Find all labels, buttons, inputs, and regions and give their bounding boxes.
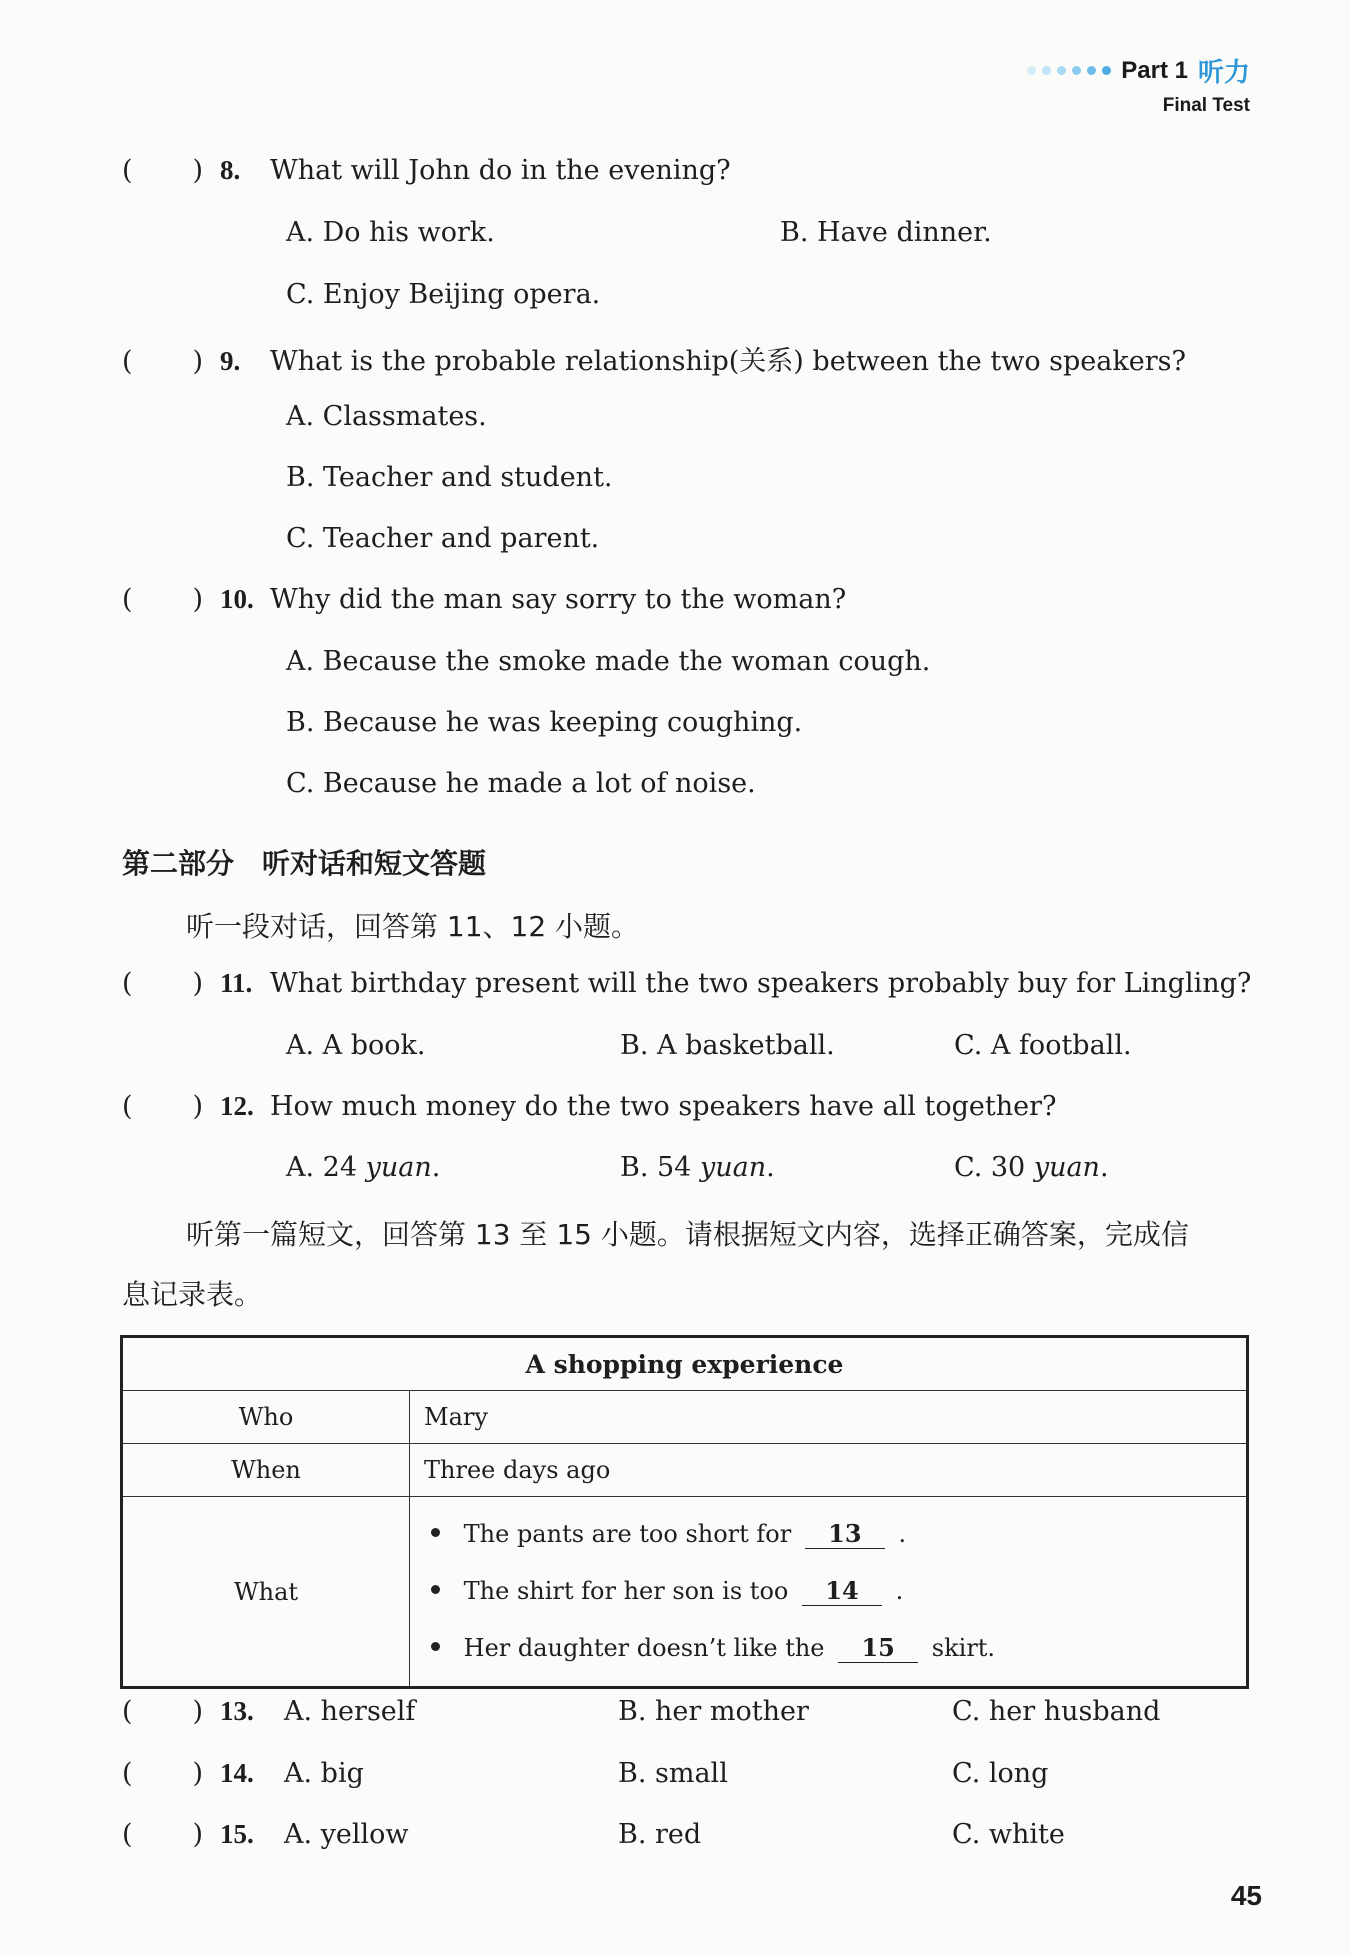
question-8 [122,155,731,186]
answer-blank[interactable]: ( ) [122,584,204,615]
row-value: Three days ago [410,1444,1248,1497]
question-text: Why did the man say sorry to the woman? [270,584,847,615]
option-a: A. Do his work. [286,217,495,248]
option-a: A. A book. [286,1030,426,1061]
question-10 [122,584,846,615]
instruction-dialogue: 听一段对话，回答第 11、12 小题。 [186,910,640,943]
answer-blank[interactable]: ( ) [122,1091,204,1122]
list-item: The shirt for her son is too 14 . [431,1563,1245,1620]
bullet-icon [431,1642,440,1651]
list-item: Her daughter doesn’t like the 15 skirt. [431,1620,1245,1677]
row-label: What [122,1497,410,1688]
fill-blank-14[interactable]: 14 [802,1577,882,1606]
option-b: B. her mother [618,1696,809,1727]
question-15 [122,1819,270,1850]
option-a: A. 24 yuan. [286,1152,441,1183]
option-b: B. Because he was keeping coughing. [286,707,803,738]
list-item: The pants are too short for 13 . [431,1506,1245,1563]
dot-icon [1072,66,1081,75]
question-14 [122,1758,270,1789]
table-row [122,1444,1248,1497]
decorative-dots [1027,66,1111,75]
dot-icon [1057,66,1066,75]
question-number: 12. [220,1091,254,1121]
section-title: 第二部分 听对话和短文答题 [122,847,487,880]
option-c: C. long [952,1758,1049,1789]
row-label: Who [122,1391,410,1444]
dot-icon [1042,66,1051,75]
table-title: A shopping experience [122,1337,1248,1391]
table-row [122,1391,1248,1444]
page-number: 45 [1230,1880,1262,1911]
question-number: 9. [220,346,241,376]
page-header [1027,52,1250,117]
dot-icon [1027,66,1036,75]
option-a: A. Classmates. [286,401,487,432]
dot-icon [1102,66,1111,75]
part-label: Part 1 [1121,56,1188,84]
what-cell [410,1497,1248,1688]
fill-blank-13[interactable]: 13 [805,1520,885,1549]
option-b: B. small [618,1758,728,1789]
question-number: 8. [220,155,241,185]
question-9 [122,339,1186,378]
row-label: When [122,1444,410,1497]
question-number: 10. [220,584,254,614]
option-c: C. her husband [952,1696,1161,1727]
question-text: What birthday present will the two speakers probably buy for Lingling? [270,968,1252,999]
question-number: 15. [220,1819,254,1849]
bullet-icon [431,1528,440,1537]
test-subtitle: Final Test [1162,95,1250,116]
question-text: How much money do the two speakers have all together? [270,1091,1057,1122]
option-c: C. Teacher and parent. [286,523,600,554]
bullet-icon [431,1585,440,1594]
part-chinese-label: 听力 [1197,58,1250,88]
answer-blank[interactable]: ( ) [122,1819,204,1850]
answer-blank[interactable]: ( ) [122,968,204,999]
option-c: C. 30 yuan. [954,1152,1109,1183]
question-number: 14. [220,1758,254,1788]
question-number: 13. [220,1696,254,1726]
answer-blank[interactable]: ( ) [122,1758,204,1789]
instruction-passage-line2: 息记录表。 [122,1278,263,1311]
option-b: B. A basketball. [620,1030,835,1061]
instruction-passage-line1: 听第一篇短文，回答第 13 至 15 小题。请根据短文内容，选择正确答案，完成信 [186,1218,1189,1251]
option-c: C. Because he made a lot of noise. [286,768,756,799]
table-row [122,1497,1248,1688]
question-11 [122,968,1251,999]
dot-icon [1087,66,1096,75]
question-12 [122,1091,1056,1122]
option-a: A. herself [284,1696,416,1727]
question-text: What is the probable relationship(关系) between the two speakers? [270,346,1186,377]
answer-blank[interactable]: ( ) [122,155,204,186]
option-a: A. Because the smoke made the woman cough. [286,646,931,677]
question-13 [122,1696,270,1727]
option-b: B. Have dinner. [780,217,992,248]
option-c: C. A football. [954,1030,1132,1061]
question-number: 11. [220,968,253,998]
row-value: Mary [410,1391,1248,1444]
option-c: C. white [952,1819,1065,1850]
option-a: A. yellow [284,1819,409,1850]
info-record-table [120,1335,1249,1689]
option-b: B. 54 yuan. [620,1152,775,1183]
answer-blank[interactable]: ( ) [122,1696,204,1727]
fill-blank-15[interactable]: 15 [838,1634,918,1663]
option-c: C. Enjoy Beijing opera. [286,279,601,310]
option-b: B. Teacher and student. [286,462,613,493]
option-b: B. red [618,1819,702,1850]
answer-blank[interactable]: ( ) [122,346,204,377]
question-text: What will John do in the evening? [270,155,731,186]
option-a: A. big [284,1758,364,1789]
